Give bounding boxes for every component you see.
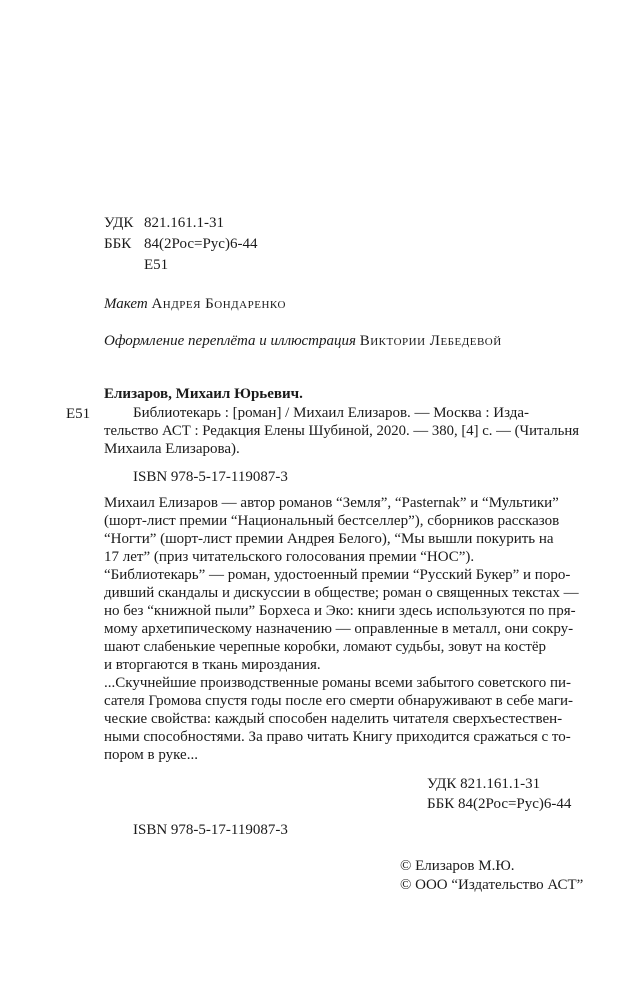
annotation-line: мому архетипическому назначению — оправленные в металл, они сокру-	[104, 621, 574, 637]
bbk-bottom: ББК 84(2Рос=Рус)6-44	[427, 796, 572, 812]
entry-line-1: Библиотекарь : [роман] / Михаил Елизаров. — Москва : Изда-	[133, 405, 530, 421]
design-role: Оформление переплёта и иллюстрация	[104, 333, 356, 349]
udk-label: УДК	[104, 215, 134, 231]
annotation-line: “Библиотекарь” — роман, удостоенный премии “Русский Букер” и поро-	[104, 567, 571, 583]
udk-value: 821.161.1-31	[144, 215, 224, 231]
copyright-author: © Елизаров М.Ю.	[400, 858, 515, 874]
annotation-line: сателя Громова спустя годы после его смерти обнаруживают в себе маги-	[104, 693, 573, 709]
annotation-line: дивший скандалы и дискуссии в обществе; роман о священных текстах —	[104, 585, 579, 601]
isbn-bottom: ISBN 978-5-17-119087-3	[133, 822, 288, 838]
udk-bottom: УДК 821.161.1-31	[427, 776, 541, 792]
copyright-publisher: © ООО “Издательство АСТ”	[400, 877, 584, 893]
bbk-label: ББК	[104, 236, 132, 252]
annotation-line: ...Скучнейшие производственные романы всеми забытого советского пи-	[104, 675, 572, 691]
layout-credit	[104, 296, 286, 313]
bbk-value: 84(2Рос=Рус)6-44	[144, 236, 258, 252]
annotation-line: шают слабенькие черепные коробки, ломают судьбы, зовут на костёр	[104, 639, 547, 655]
isbn-entry: ISBN 978-5-17-119087-3	[133, 469, 288, 485]
annotation-line: Михаил Елизаров — автор романов “Земля”, “Pasternak” и “Мультики”	[104, 495, 559, 511]
annotation-line: ческие свойства: каждый способен наделить читателя сверхъестествен-	[104, 711, 563, 727]
annotation-line: и вторгаются в ткань мироздания.	[104, 657, 321, 673]
annotation-line: (шорт-лист премии “Национальный бестселлер”), сборников рассказов	[104, 513, 560, 529]
author-sign-entry: Е51	[66, 406, 91, 422]
layout-role: Макет	[104, 296, 148, 312]
entry-line-2: тельство АСТ : Редакция Елены Шубиной, 2020. — 380, [4] с. — (Читальня	[104, 423, 580, 439]
annotation-line: ными способностями. За право читать Книгу приходится сражаться с то-	[104, 729, 571, 745]
annotation-line: 17 лет” (приз читательского голосования премии “НОС”).	[104, 549, 475, 565]
annotation-line: “Ногти” (шорт-лист премии Андрея Белого), “Мы вышли покурить на	[104, 531, 554, 547]
design-credit	[104, 333, 502, 350]
classification-bottom	[427, 774, 571, 814]
layout-name: Андрея Бондаренко	[151, 296, 286, 312]
author-heading: Елизаров, Михаил Юрьевич.	[104, 386, 303, 402]
entry-line-3: Михаила Елизарова).	[104, 441, 240, 457]
udk-row	[104, 213, 257, 234]
annotation-line: но без “книжной пыли” Борхеса и Эко: книги здесь используются по пря-	[104, 603, 576, 619]
classification-top	[104, 213, 257, 276]
author-sign-row	[104, 255, 257, 276]
annotation-line: пором в руке...	[104, 747, 198, 763]
copyright-block	[400, 857, 583, 895]
bbk-row	[104, 234, 257, 255]
author-sign-top: Е51	[144, 257, 169, 273]
design-name: Виктории Лебедевой	[359, 333, 502, 349]
